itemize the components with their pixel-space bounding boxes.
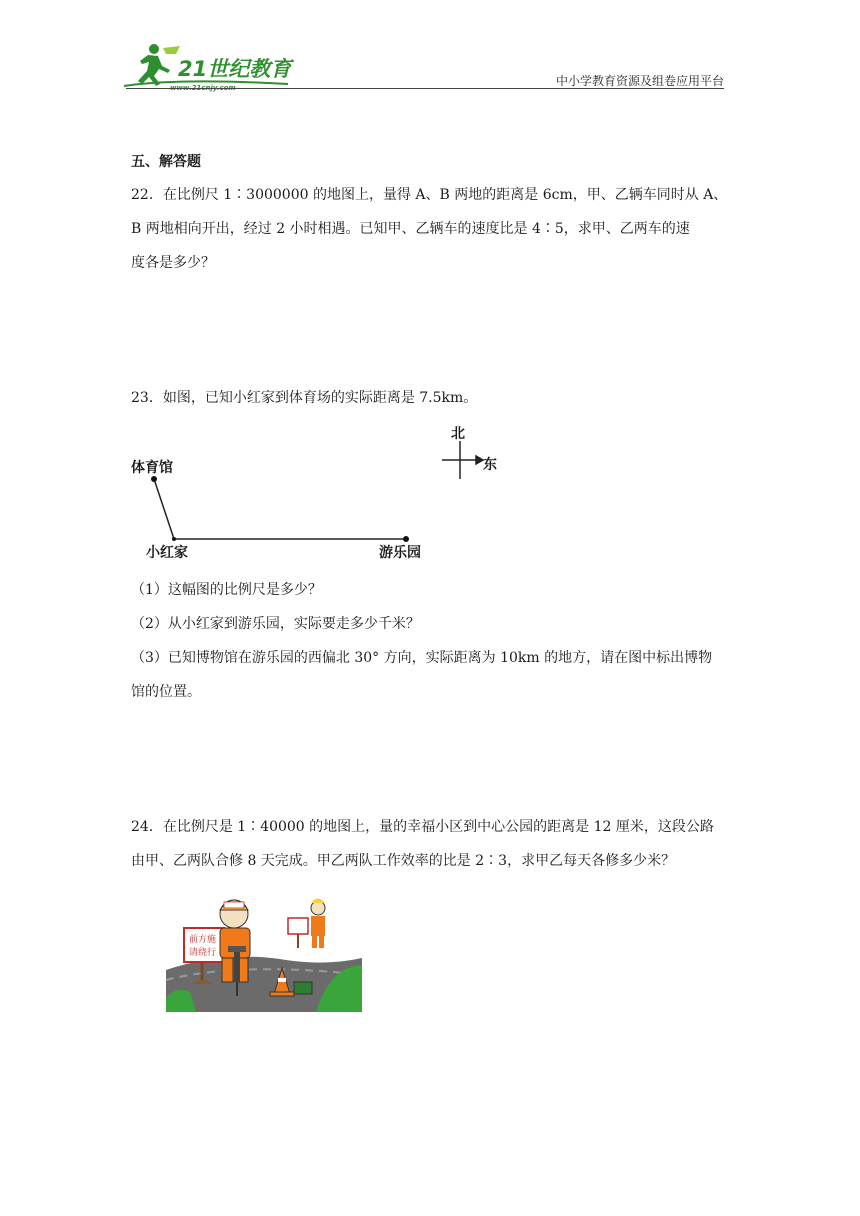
gym-home-line <box>154 479 174 539</box>
logo <box>118 40 298 92</box>
q23-sub-1: （1）这幅图的比例尺是多少？ <box>131 582 322 598</box>
section-title: 五、解答题 <box>131 154 201 170</box>
home-point <box>172 537 176 541</box>
logo-text: 21世纪教育 <box>178 57 292 81</box>
worker-small <box>311 899 325 949</box>
site-slogan: 中小学教育资源及组卷应用平台 <box>555 74 724 88</box>
map-label-gym: 体育馆 <box>131 460 173 476</box>
svg-text:请绕行: 请绕行 <box>189 948 217 958</box>
svg-text:前方施: 前方施 <box>189 935 217 945</box>
q23-stem: 23．如图，已知小红家到体育场的实际距离是 7.5km。 <box>131 390 478 406</box>
green-crate <box>294 982 312 994</box>
q23-sub-2: （2）从小红家到游乐园，实际要走多少千米？ <box>131 616 420 632</box>
compass-icon <box>442 441 483 479</box>
map-label-home: 小红家 <box>146 545 188 561</box>
q23-sub-3-line-2: 馆的位置。 <box>131 684 201 700</box>
q24-line-1: 24．在比例尺是 1∶40000 的地图上，量的幸福小区到中心公园的距离是 12 厘米，这段公路 <box>131 819 714 835</box>
compass-east-label: 东 <box>483 457 497 473</box>
q22-line-3: 度各是多少？ <box>131 255 215 271</box>
worker-main <box>220 900 250 996</box>
small-sign <box>288 918 308 948</box>
q24-line-2: 由甲、乙两队合修 8 天完成。甲乙两队工作效率的比是 2∶3，求甲乙每天各修多少米？ <box>131 853 676 869</box>
road-work-illustration <box>166 888 362 1012</box>
compass-north-label: 北 <box>451 426 465 442</box>
header-divider <box>126 88 724 89</box>
logo-url: www.21cnjy.com <box>170 84 236 92</box>
map-label-park: 游乐园 <box>379 545 421 561</box>
q23-sub-3-line-1: （3）已知博物馆在游乐园的西偏北 30° 方向，实际距离为 10km 的地方，请在图中标出博物 <box>131 650 713 666</box>
runner-icon <box>138 44 180 86</box>
q22-line-1: 22．在比例尺 1∶3000000 的地图上，量得 A、B 两地的距离是 6cm，甲、乙辆车同时从 A、 <box>131 187 728 203</box>
q22-line-2: B 两地相向开出，经过 2 小时相遇。已知甲、乙辆车的速度比是 4∶5，求甲、乙两车的速 <box>131 221 690 237</box>
